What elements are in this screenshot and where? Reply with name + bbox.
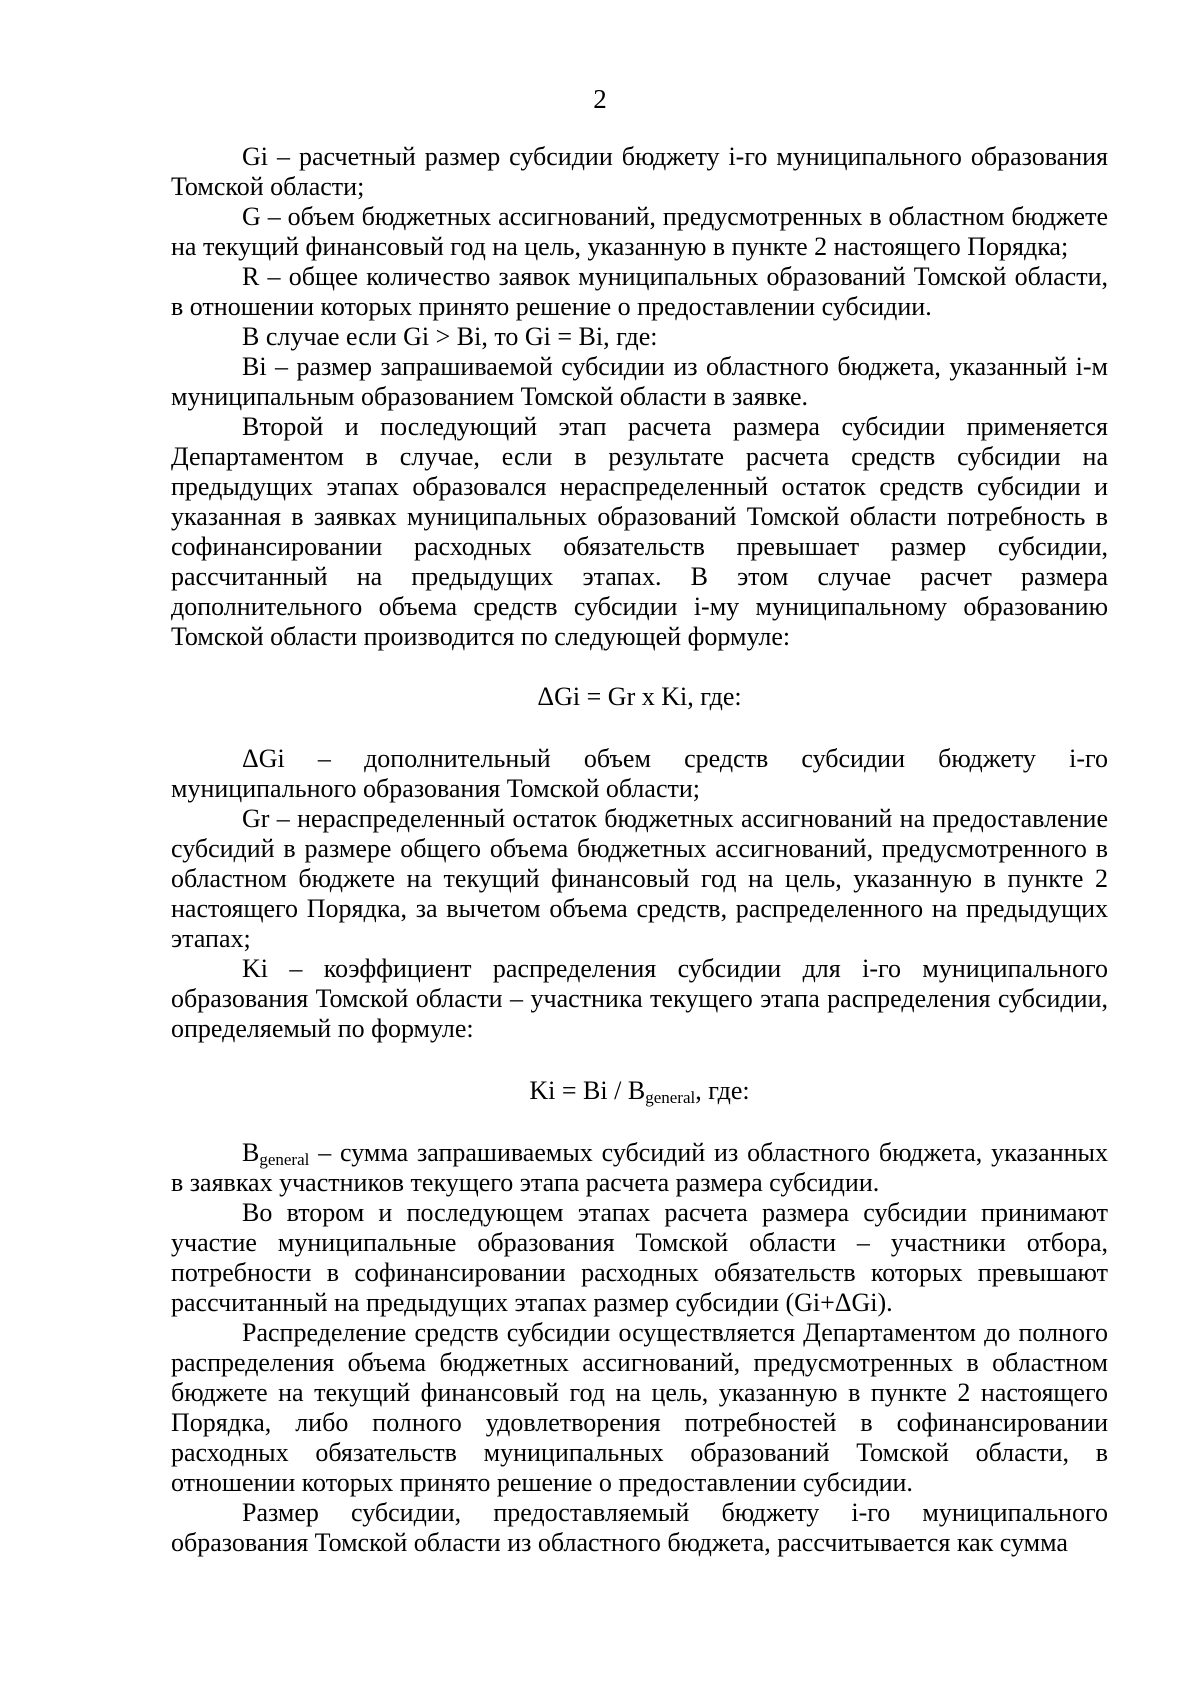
paragraph-gr-definition: Gr – нераспределенный остаток бюджетных ассигнований на предоставление субсидий в размере общего объема бюджетных ассигнований, предусмотренного в областном бюджете на текущий финансовый год на цель, указанную в пункте 2 настоящего Порядка, за вычетом объема средств, распределенного на предыдущих этапах; <box>171 804 1108 953</box>
document-body <box>171 142 1108 1558</box>
formula-ki <box>171 1076 1108 1106</box>
formula-ki-subscript: general <box>645 1088 696 1107</box>
paragraph-g-definition: G – объем бюджетных ассигнований, предусмотренных в областном бюджете на текущий финансовый год на цель, указанную в пункте 2 настоящего Порядка; <box>171 202 1108 261</box>
paragraph-gi-condition: В случае если Gi > Bi, то Gi = Bi, где: <box>242 322 658 351</box>
paragraph-b-general-definition <box>171 1138 1108 1198</box>
formula-ki-tail: , где: <box>695 1076 750 1105</box>
paragraph-second-stage-participants: Во втором и последующем этапах расчета размера субсидии принимают участие муниципальные образования Томской области – участники отбора, потребности в софинансировании расходных обязательств которых превышают рассчитанный на предыдущих этапах размер субсидии (Gi+ΔGi). <box>171 1198 1108 1317</box>
paragraph-gi-definition: Gi – расчетный размер субсидии бюджету i-го муниципального образования Томской области; <box>171 142 1108 201</box>
paragraph-bi-definition: Bi – размер запрашиваемой субсидии из областного бюджета, указанный i-м муниципальным образованием Томской области в заявке. <box>171 352 1108 411</box>
b-general-subscript: general <box>259 1150 310 1169</box>
b-general-text: – сумма запрашиваемых субсидий из областного бюджета, указанных в заявках участников текущего этапа расчета размера субсидии. <box>171 1138 1108 1197</box>
b-general-symbol: B <box>242 1138 260 1167</box>
paragraph-distribution: Распределение средств субсидии осуществляется Департаментом до полного распределения объема бюджетных ассигнований, предусмотренных в областном бюджете на текущий финансовый год на цель, указанную в пункте 2 настоящего Порядка, либо полного удовлетворения потребностей в софинансировании расходных обязательств муниципальных образований Томской области, в отношении которых принято решение о предоставлении субсидии. <box>171 1318 1108 1497</box>
paragraph-subsidy-size: Размер субсидии, предоставляемый бюджету i-го муниципального образования Томской области из областного бюджета, рассчитывается как сумма <box>171 1498 1108 1557</box>
paragraph-delta-gi-definition: ΔGi – дополнительный объем средств субсидии бюджету i-го муниципального образования Томской области; <box>171 744 1108 803</box>
paragraph-second-stage: Второй и последующий этап расчета размера субсидии применяется Департаментом в случае, если в результате расчета средств субсидии на предыдущих этапах образовался нераспределенный остаток средств субсидии и указанная в заявках муниципальных образований Томской области потребность в софинансировании расходных обязательств превышает размер субсидии, рассчитанный на предыдущих этапах. В этом случае расчет размера дополнительного объема средств субсидии i-му муниципальному образованию Томской области производится по следующей формуле: <box>171 412 1108 651</box>
formula-delta-gi: ΔGi = Gr x Ki, где: <box>537 682 742 711</box>
paragraph-ki-definition: Ki – коэффициент распределения субсидии для i-го муниципального образования Томской области – участника текущего этапа распределения субсидии, определяемый по формуле: <box>171 954 1108 1043</box>
paragraph-r-definition: R – общее количество заявок муниципальных образований Томской области, в отношении которых принято решение о предоставлении субсидии. <box>171 262 1108 321</box>
page-number: 2 <box>593 84 607 114</box>
formula-ki-main: Ki = Bi / B <box>529 1076 646 1105</box>
